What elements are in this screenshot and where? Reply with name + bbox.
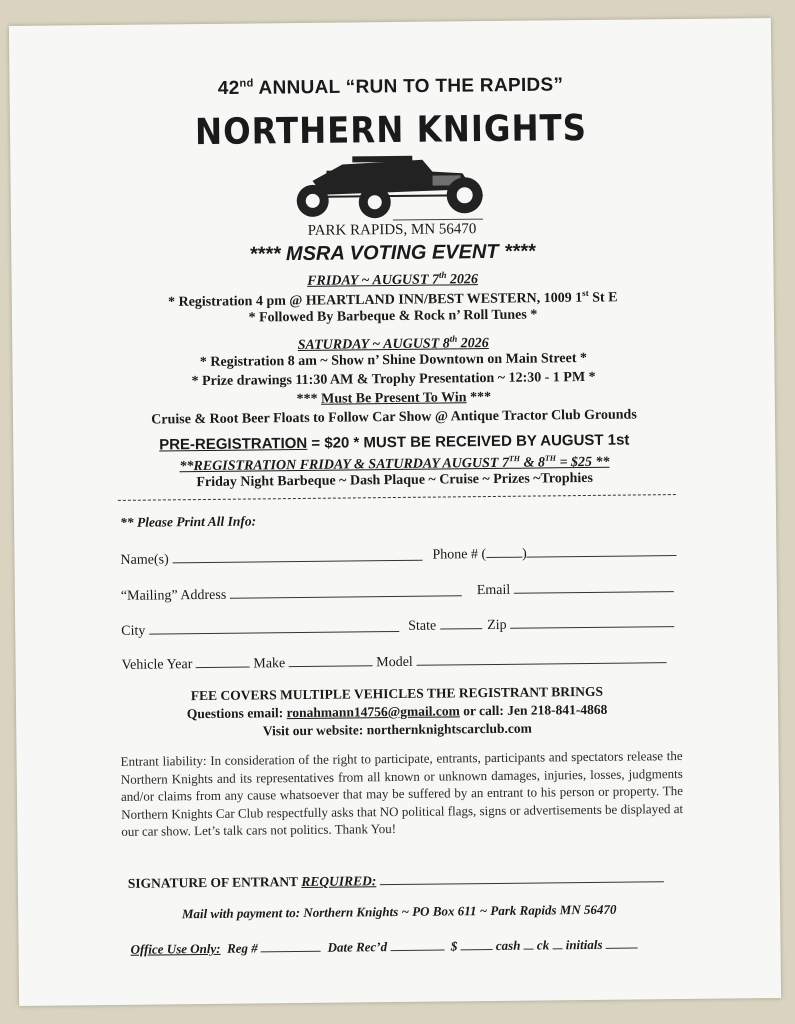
saturday-prizes: * Prize drawings 11:30 AM & Trophy Presentation ~ 12:30 - 1 PM * [191,369,596,390]
saturday-date-sup: th [449,333,458,344]
office-cash-field[interactable] [524,937,534,950]
signature-field[interactable] [380,869,664,885]
office-ck-label: ck [536,937,550,953]
saturday-date-year: 2026 [457,335,489,351]
address-label: “Mailing” Address [120,587,227,604]
pre-registration-label: PRE-REGISTRATION [159,434,308,454]
email-field[interactable] [514,579,674,594]
address-field[interactable] [230,583,462,598]
saturday-registration: * Registration 8 am ~ Show n’ Shine Downtown on Main Street * [199,350,588,371]
title-ordinal: 42 [217,77,240,100]
present-stars-b: *** [466,389,492,406]
signature-required: REQUIRED: [301,873,377,890]
office-label: Office Use Only: [130,940,221,957]
state-field[interactable] [440,616,482,629]
club-logo-text: NORTHERN KNIGHTS [194,107,588,154]
names-label: Name(s) [120,552,169,568]
phone-area-field[interactable] [486,545,522,558]
saturday-date-text: SATURDAY ~ AUGUST 8 [297,336,450,353]
questions-phone: or call: Jen 218-841-4868 [459,701,608,719]
present-stars-a: *** [296,391,322,408]
state-row [408,616,482,635]
city-label: City [121,623,146,639]
registration-flyer [9,18,781,1006]
office-reg-field[interactable] [261,939,321,953]
state-label: State [408,618,437,634]
reg-price-sup1: TH [508,453,521,463]
reg-price-sup2: TH [544,453,557,463]
reg-price-b: & 8 [519,455,546,471]
phone-paren: ) [522,546,527,562]
title-ordinal-suffix: nd [239,77,254,90]
friday-date-sup: th [438,269,447,280]
phone-row [432,543,677,564]
model-label: Model [376,654,413,671]
office-use-row [130,935,637,957]
liability-paragraph: Entrant liability: In consideration of the right to participate, entrants, participants and spectators release the Northern Knights and its representatives from all known or unknown damages, injuries, losses, judgments and/or claims from any cause whatsoever that may be suffered by an entrant to his person or property. The Northern Knights Car Club respectfully asks that NO political flags, signs or advertisements be displayed at our car show. Let’s talk cars not politics. Thank You! [120,748,684,839]
event-title [9,72,771,102]
make-field[interactable] [289,653,373,667]
city-row [121,619,399,640]
questions-email[interactable]: ronahmann14756@gmail.com [286,703,460,721]
office-ck-field[interactable] [552,936,562,949]
includes-list: Friday Night Barbeque ~ Dash Plaque ~ Cruise ~ Prizes ~Trophies [196,470,593,491]
email-row [477,579,674,599]
questions-prefix: Questions email: [186,705,287,722]
location-text: PARK RAPIDS, MN 56470 [307,221,477,239]
office-reg-label: Reg # [226,940,258,956]
fee-note: FEE COVERS MULTIPLE VEHICLES THE REGISTRANT BRINGS [190,683,604,704]
pre-registration-rest: = $20 * MUST BE RECEIVED BY AUGUST 1st [307,431,630,452]
present-text: Must Be Present To Win [321,390,467,407]
title-text: ANNUAL “RUN TO THE RAPIDS” [258,74,564,99]
phone-label: Phone # ( [432,547,487,563]
names-row [120,548,422,569]
address-row [121,583,462,605]
names-field[interactable] [172,548,422,564]
zip-field[interactable] [510,614,674,629]
zip-row [487,614,674,634]
friday-line1-end: St E [588,290,618,306]
email-label: Email [476,582,511,599]
vehicle-year-label: Vehicle Year [121,657,193,673]
office-initials-field[interactable] [606,935,638,948]
reg-price-a: **REGISTRATION FRIDAY & SATURDAY AUGUST 7 [179,455,510,474]
office-date-label: Date Rec’d [327,939,388,955]
zip-label: Zip [487,617,507,634]
hot-rod-car-icon [282,149,493,223]
friday-barbeque: * Followed By Barbeque & Rock n’ Roll Tunes * [248,307,538,326]
city-field[interactable] [149,619,399,635]
reg-price-c: = $25 ** [555,454,610,470]
phone-field[interactable] [527,543,677,558]
signature-row [128,869,664,892]
print-instruction: ** Please Print All Info: [120,513,257,530]
model-field[interactable] [416,650,666,666]
signature-label: SIGNATURE OF ENTRANT [127,874,302,891]
friday-date-year: 2026 [446,271,479,288]
office-date-field[interactable] [390,938,444,952]
divider [118,494,676,501]
event-banner: **** MSRA VOTING EVENT **** [249,240,536,266]
mail-address: Mail with payment to: Northern Knights ~ PO Box 611 ~ Park Rapids MN 56470 [181,901,617,922]
office-dollar-label: $ [450,938,458,954]
vehicle-year-field[interactable] [196,655,250,669]
website-line: Visit our website: northernknightscarclub.com [262,720,532,739]
office-cash-label: cash [495,937,521,953]
office-initials-label: initials [565,936,603,953]
friday-line1: * Registration 4 pm @ HEARTLAND INN/BEST WESTERN, 1009 1 [167,290,583,311]
office-amount-field[interactable] [460,937,492,950]
vehicle-row [121,650,666,674]
cruise-floats: Cruise & Root Beer Floats to Follow Car Show @ Antique Tractor Club Grounds [151,407,637,428]
friday-line1-sup: st [582,287,589,299]
make-label: Make [253,656,286,672]
friday-date-text: FRIDAY ~ AUGUST 7 [307,272,440,289]
